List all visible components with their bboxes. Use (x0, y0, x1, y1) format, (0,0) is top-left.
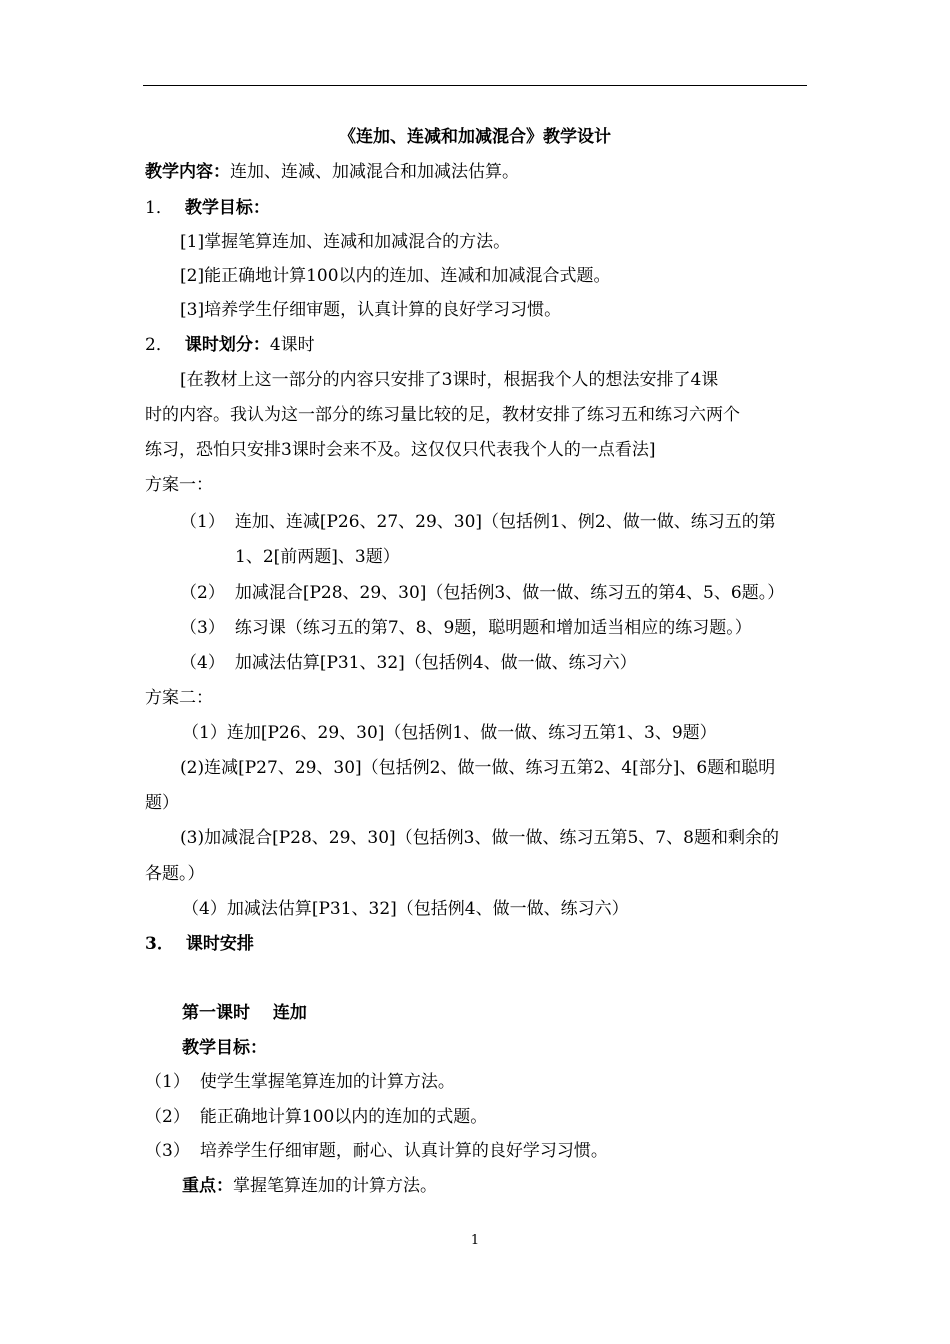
goal-item-2: [2]能正确地计算100以内的连加、连减和加减混合式题。 (180, 266, 611, 286)
plan-1-item-2-number: （2） (180, 583, 225, 603)
plan-2-line-2: (2)连减[P27、29、30]（包括例2、做一做、练习五第2、4[部分]、6题和聪明 (180, 758, 776, 778)
plan-1-item-2 (180, 581, 784, 605)
plan-1-item-3 (180, 616, 752, 640)
header-rule (143, 85, 807, 86)
note-line-3: 练习，恐怕只安排3课时会来不及。这仅仅只代表我个人的一点看法] (145, 440, 656, 460)
plan-1-item-4 (180, 651, 637, 675)
lesson-1-goal-2 (145, 1105, 487, 1129)
page-number: 1 (470, 1233, 480, 1248)
key-point-label: 重点： (182, 1176, 233, 1196)
plan-2-line-5: 各题。） (145, 864, 205, 884)
plan-1-item-3-number: （3） (180, 618, 225, 638)
section-1-number: 1． (145, 198, 173, 218)
section-2-heading (145, 333, 315, 357)
plan-1-item-3-text: 练习课（练习五的第7、8、9题，聪明题和增加适当相应的练习题。） (234, 618, 752, 638)
lesson-1-goal-3-text: 培养学生仔细审题，耐心、认真计算的良好学习习惯。 (199, 1141, 608, 1161)
plan-1-item-4-number: （4） (180, 653, 225, 673)
plan-2-label: 方案二： (145, 688, 213, 708)
teaching-content-text: 连加、连减、加减混合和加减法估算。 (230, 162, 519, 182)
section-1-label: 教学目标： (184, 198, 270, 218)
section-1-heading (145, 196, 270, 220)
section-2-value: 4课时 (269, 335, 315, 355)
note-line-2: 时的内容。我认为这一部分的练习量比较的足，教材安排了练习五和练习六两个 (145, 405, 740, 425)
goal-item-3: [3]培养学生仔细审题，认真计算的良好学习习惯。 (180, 300, 562, 320)
plan-2-line-3: 题） (145, 793, 179, 813)
document-title: 《连加、连减和加减混合》教学设计 (339, 127, 611, 147)
plan-1-label: 方案一： (145, 475, 213, 495)
plan-2-line-4: (3)加减混合[P28、29、30]（包括例3、做一做、练习五第5、7、8题和剩余的 (180, 828, 779, 848)
section-2-label: 课时划分： (184, 335, 270, 355)
plan-1-item-1-continued: 1、2[前两题]、3题） (235, 547, 400, 567)
lesson-1-key-point (182, 1174, 437, 1198)
lesson-1-goal-1-text: 使学生掌握笔算连加的计算方法。 (199, 1072, 455, 1092)
goal-item-1: [1]掌握笔算连加、连减和加减混合的方法。 (180, 232, 511, 252)
key-point-text: 掌握笔算连加的计算方法。 (233, 1176, 437, 1196)
plan-1-item-1-text: 连加、连减[P26、27、29、30]（包括例1、例2、做一做、练习五的第 (234, 512, 776, 532)
plan-1-item-1-number: （1） (180, 512, 225, 532)
lesson-1-goal-2-number: （2） (145, 1107, 190, 1127)
teaching-content (145, 160, 519, 184)
section-3-number: 3． (145, 934, 174, 954)
plan-1-item-4-text: 加减法估算[P31、32]（包括例4、做一做、练习六） (234, 653, 637, 673)
lesson-1-goal-1 (145, 1070, 455, 1094)
lesson-1-goal-3 (145, 1139, 608, 1163)
lesson-1-goal-3-number: （3） (145, 1141, 190, 1161)
section-3-label: 课时安排 (185, 934, 254, 954)
plan-1-item-2-text: 加减混合[P28、29、30]（包括例3、做一做、练习五的第4、5、6题。） (234, 583, 785, 603)
plan-2-line-6: （4）加减法估算[P31、32]（包括例4、做一做、练习六） (182, 899, 629, 919)
lesson-1-goal-1-number: （1） (145, 1072, 190, 1092)
plan-1-item-1 (180, 510, 776, 534)
teaching-content-label: 教学内容： (145, 162, 230, 182)
plan-2-line-1: （1）连加[P26、29、30]（包括例1、做一做、练习五第1、3、9题） (182, 723, 717, 743)
lesson-1-heading: 第一课时 连加 (182, 1003, 307, 1023)
lesson-1-goal-2-text: 能正确地计算100以内的连加的式题。 (199, 1107, 488, 1127)
section-2-number: 2． (145, 335, 173, 355)
note-line-1: [在教材上这一部分的内容只安排了3课时，根据我个人的想法安排了4课 (180, 370, 719, 390)
lesson-1-goals-label: 教学目标： (182, 1038, 267, 1058)
section-3-heading (145, 932, 254, 956)
